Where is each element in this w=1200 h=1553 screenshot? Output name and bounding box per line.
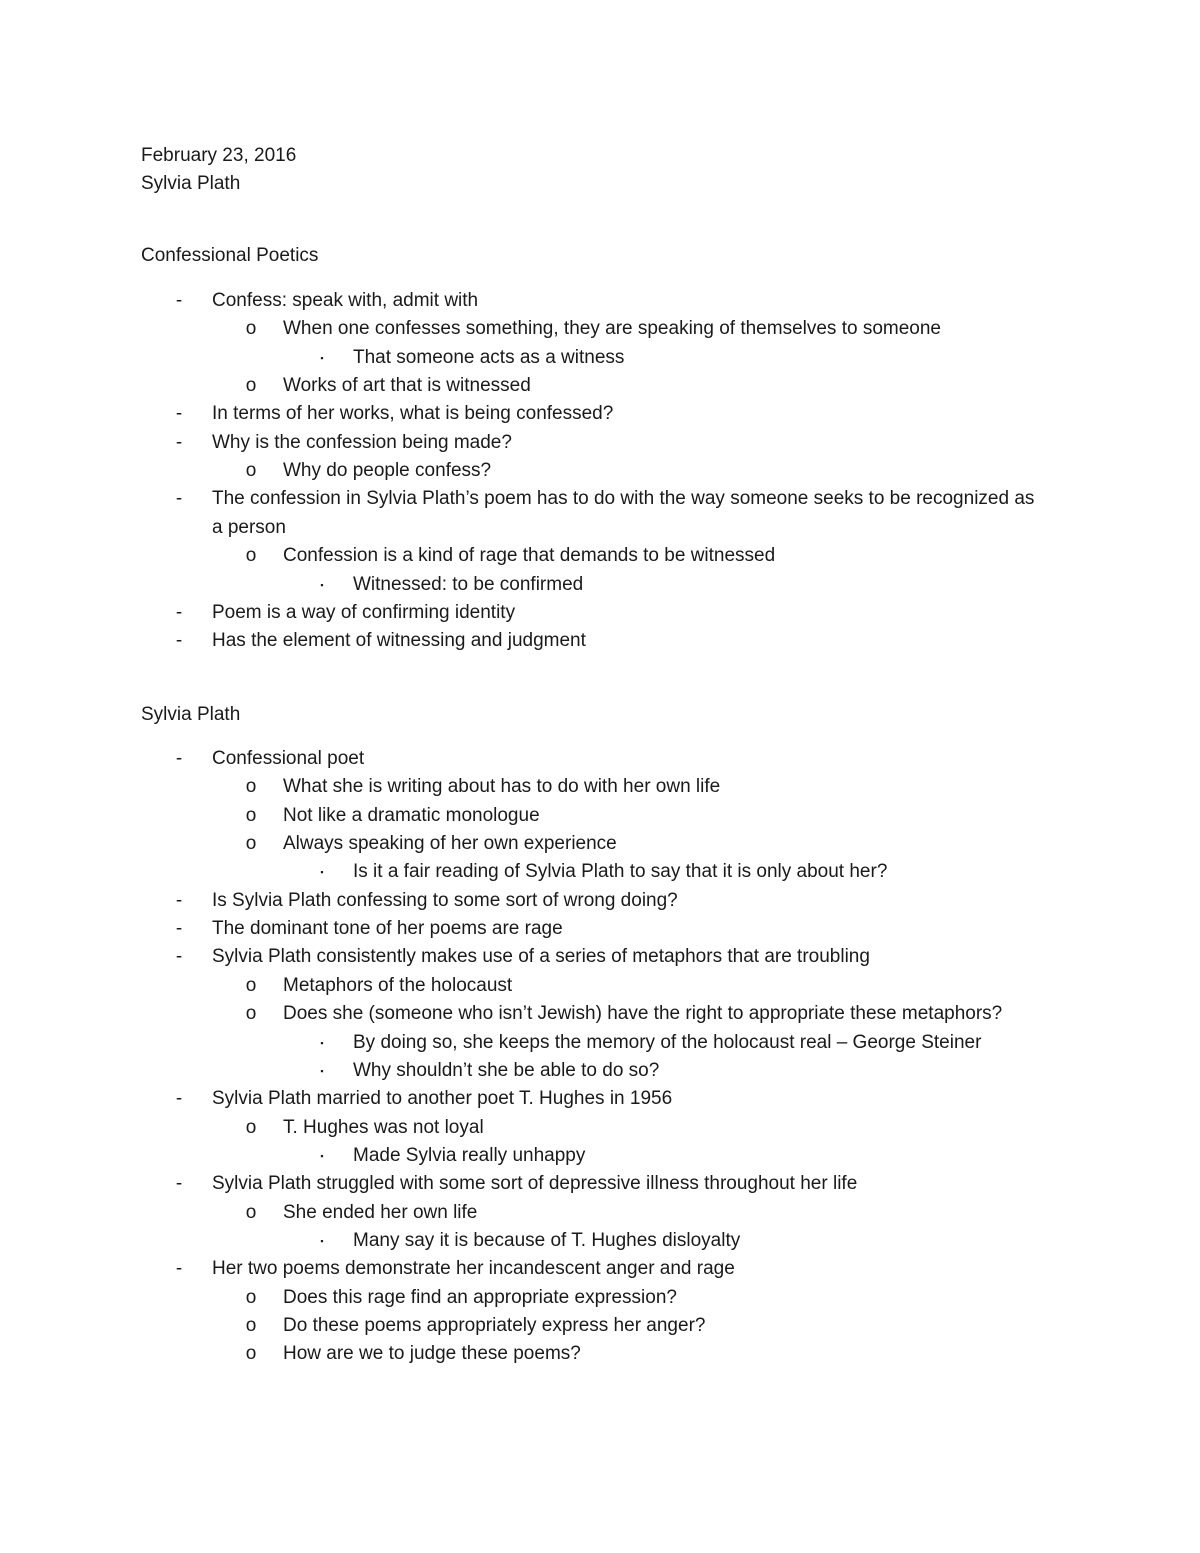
circle-bullet: o (245, 1286, 257, 1308)
list-item: Confession is a kind of rage that demands to be witnessed (283, 545, 776, 567)
list-item: a person (212, 516, 286, 538)
square-bullet: ▪ (320, 1065, 324, 1076)
circle-bullet: o (245, 1116, 257, 1138)
subject-line: Sylvia Plath (141, 173, 241, 194)
circle-bullet: o (245, 804, 257, 826)
list-item: Do these poems appropriately express her anger? (283, 1315, 706, 1336)
list-item: How are we to judge these poems? (283, 1343, 581, 1365)
list-item: Why shouldn’t she be able to do so? (353, 1059, 660, 1081)
list-item: Confessional poet (212, 748, 365, 769)
circle-bullet: o (245, 1003, 257, 1025)
circle-bullet: o (245, 974, 257, 996)
square-bullet: ▪ (320, 1037, 324, 1048)
list-item: She ended her own life (283, 1201, 478, 1223)
dash-bullet: - (175, 1258, 183, 1280)
circle-bullet: o (245, 318, 257, 340)
circle-bullet: o (245, 1201, 257, 1223)
list-item: In terms of her works, what is being confessed? (212, 403, 614, 425)
square-bullet: ▪ (320, 867, 324, 878)
list-item: Poem is a way of confirming identity (212, 601, 516, 623)
dash-bullet: - (175, 290, 183, 311)
section-title: Sylvia Plath (141, 704, 241, 725)
circle-bullet: o (245, 776, 257, 798)
circle-bullet: o (245, 833, 257, 855)
circle-bullet: o (245, 375, 257, 397)
list-item: Sylvia Plath married to another poet T. Hughes in 1956 (212, 1088, 673, 1110)
list-item: Many say it is because of T. Hughes disloyalty (353, 1229, 741, 1251)
list-item: Sylvia Plath struggled with some sort of depressive illness throughout her life (212, 1173, 858, 1195)
dash-bullet: - (175, 946, 183, 968)
circle-bullet: o (245, 1315, 257, 1336)
list-item: Does this rage find an appropriate expression? (283, 1286, 677, 1308)
dash-bullet: - (175, 601, 183, 623)
list-item: The confession in Sylvia Plath’s poem has to do with the way someone seeks to be recognized as (212, 488, 1035, 510)
dash-bullet: - (175, 1173, 183, 1195)
list-item: By doing so, she keeps the memory of the holocaust real – George Steiner (353, 1031, 982, 1053)
square-bullet: ▪ (320, 579, 324, 590)
dash-bullet: - (175, 488, 183, 510)
list-item: Witnessed: to be confirmed (353, 573, 584, 595)
list-item: That someone acts as a witness (353, 346, 625, 368)
list-item: Does she (someone who isn’t Jewish) have the right to appropriate these metaphors? (283, 1003, 1003, 1025)
dash-bullet: - (175, 630, 183, 652)
date-line: February 23, 2016 (141, 145, 297, 166)
list-item: Is Sylvia Plath confessing to some sort of wrong doing? (212, 889, 678, 911)
dash-bullet: - (175, 1088, 183, 1110)
dash-bullet: - (175, 889, 183, 911)
circle-bullet: o (245, 545, 257, 567)
list-item: Made Sylvia really unhappy (353, 1144, 586, 1166)
list-item: The dominant tone of her poems are rage (212, 918, 563, 940)
dash-bullet: - (175, 748, 183, 769)
list-item: What she is writing about has to do with her own life (283, 776, 721, 798)
square-bullet: ▪ (320, 1235, 324, 1246)
dash-bullet: - (175, 918, 183, 940)
list-item: Sylvia Plath consistently makes use of a series of metaphors that are troubling (212, 946, 870, 968)
list-item: Why do people confess? (283, 460, 492, 482)
list-item: Why is the confession being made? (212, 431, 512, 453)
dash-bullet: - (175, 403, 183, 425)
list-item: Not like a dramatic monologue (283, 804, 540, 826)
circle-bullet: o (245, 460, 257, 482)
list-item: Has the element of witnessing and judgment (212, 630, 586, 652)
square-bullet: ▪ (320, 1150, 324, 1161)
list-item: Metaphors of the holocaust (283, 974, 513, 996)
section-title: Confessional Poetics (141, 245, 319, 266)
circle-bullet: o (245, 1343, 257, 1365)
list-item: Is it a fair reading of Sylvia Plath to say that it is only about her? (353, 861, 888, 883)
list-item: Confess: speak with, admit with (212, 290, 479, 311)
square-bullet: ▪ (320, 352, 324, 363)
list-item: T. Hughes was not loyal (283, 1116, 484, 1138)
dash-bullet: - (175, 431, 183, 453)
list-item: Her two poems demonstrate her incandescent anger and rage (212, 1258, 735, 1280)
list-item: Always speaking of her own experience (283, 833, 617, 855)
list-item: Works of art that is witnessed (283, 375, 531, 397)
list-item: When one confesses something, they are speaking of themselves to someone (283, 318, 941, 340)
